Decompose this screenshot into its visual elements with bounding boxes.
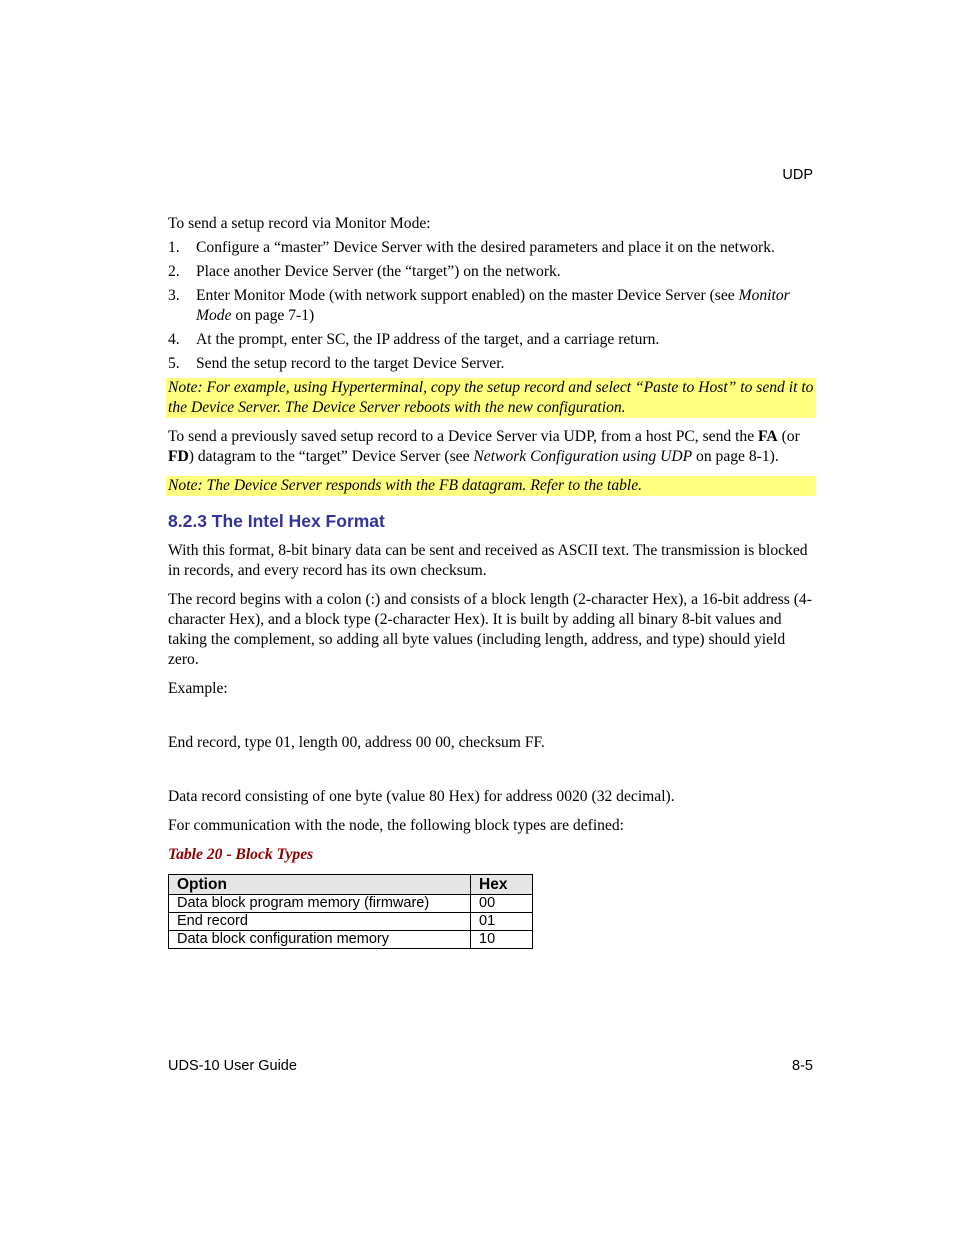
note-hyperterminal: Note: For example, using Hyperterminal, copy the setup record and select “Paste to Host” to send it to the Device Server. The Device Server reboots with the new configuration. <box>166 378 816 418</box>
example-label: Example: <box>168 680 228 697</box>
section-heading: 8.2.3 The Intel Hex Format <box>168 511 385 531</box>
page-content <box>168 214 816 949</box>
table-cell: 00 <box>471 895 533 913</box>
list-text: At the prompt, enter SC, the IP address of the target, and a carriage return. <box>196 331 660 348</box>
list-text: Enter Monitor Mode (with network support enabled) on the master Device Server (see Monitor Mode on page 7-1) <box>196 287 790 324</box>
list-item <box>168 238 816 258</box>
list-number: 5. <box>168 355 180 372</box>
example-spacer <box>168 708 816 733</box>
table-cell: Data block program memory (firmware) <box>169 895 471 913</box>
block-types-table <box>168 874 533 949</box>
table-header-row <box>169 875 533 895</box>
list-number: 3. <box>168 287 180 304</box>
udp-setup-paragraph: To send a previously saved setup record to a Device Server via UDP, from a host PC, send the FA (or FD) datagram to the “target” Device Server (see Network Configuration using UDP on page 8-1). <box>168 428 800 465</box>
table-row <box>169 931 533 949</box>
list-item <box>168 354 816 374</box>
list-text: Place another Device Server (the “target”) on the network. <box>196 263 561 280</box>
steps-list <box>168 238 816 374</box>
list-number: 2. <box>168 263 180 280</box>
monitor-mode-reference: Monitor Mode <box>196 287 790 324</box>
list-text: Send the setup record to the target Device Server. <box>196 355 505 372</box>
list-number: 1. <box>168 239 180 256</box>
running-header: UDP <box>782 167 813 183</box>
note-fb-datagram: Note: The Device Server responds with the FB datagram. Refer to the table. <box>166 476 816 496</box>
intel-hex-paragraph-1: With this format, 8-bit binary data can be sent and received as ASCII text. The transmission is blocked in records, and every record has its own checksum. <box>168 542 808 579</box>
table-cell: End record <box>169 913 471 931</box>
fd-datagram: FD <box>168 448 189 465</box>
list-item <box>168 330 816 350</box>
column-header-hex: Hex <box>471 875 533 895</box>
network-config-reference: Network Configuration using UDP <box>473 448 693 465</box>
list-number: 4. <box>168 331 180 348</box>
example-spacer <box>168 762 816 787</box>
intel-hex-paragraph-2: The record begins with a colon (:) and consists of a block length (2-character Hex), a 16-bit address (4-character Hex), and a block type (2-character Hex). It is built by adding all binary 8-bit values and taking the complement, so adding all byte values (including length, address, and type) should yield zero. <box>168 591 812 668</box>
table-cell: Data block configuration memory <box>169 931 471 949</box>
table-row <box>169 895 533 913</box>
communication-text: For communication with the node, the following block types are defined: <box>168 817 625 834</box>
data-record-text: Data record consisting of one byte (value 80 Hex) for address 0020 (32 decimal). <box>168 788 675 805</box>
table-cell: 10 <box>471 931 533 949</box>
table-row <box>169 913 533 931</box>
list-item <box>168 262 816 282</box>
intro-text: To send a setup record via Monitor Mode: <box>168 215 431 232</box>
table-caption: Table 20 - Block Types <box>168 846 314 863</box>
footer-title: UDS-10 User Guide <box>168 1058 297 1074</box>
fa-datagram: FA <box>758 428 778 445</box>
list-item <box>168 286 816 326</box>
list-text: Configure a “master” Device Server with the desired parameters and place it on the network. <box>196 239 775 256</box>
end-record-text: End record, type 01, length 00, address 00 00, checksum FF. <box>168 734 545 751</box>
footer-page-number: 8-5 <box>792 1058 813 1074</box>
table-cell: 01 <box>471 913 533 931</box>
column-header-option: Option <box>169 875 471 895</box>
